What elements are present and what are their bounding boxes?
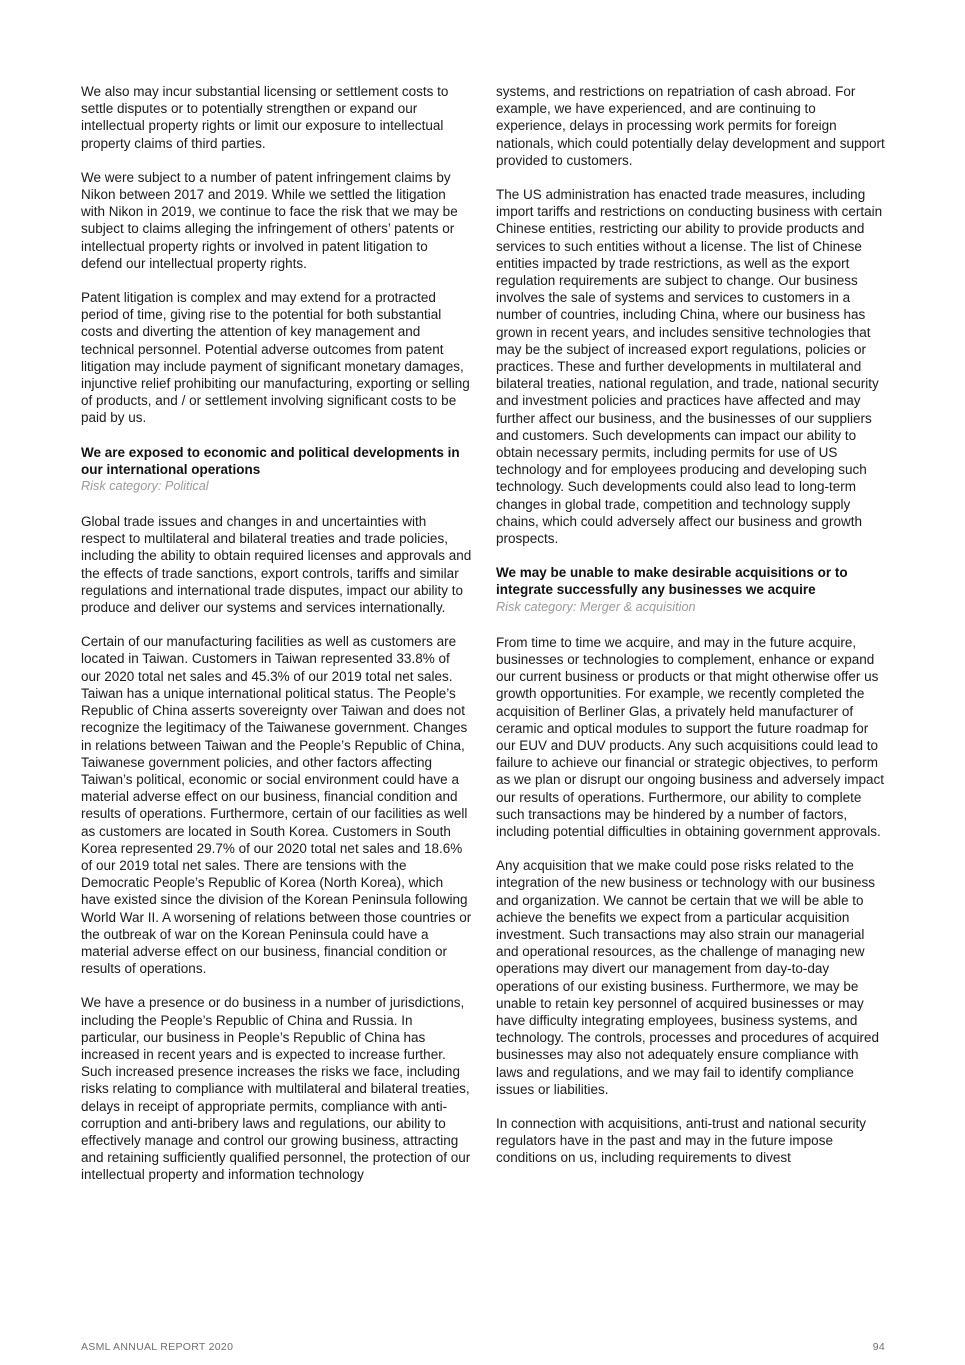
paragraph-taiwan-korea: Certain of our manufacturing facilities as well as customers are located in Taiwan. Customers in Taiwan represented 33.8% of our 2020 total net sales and 45.3% of our 2019 total net sales. Taiwan has a unique international political status. The People’s Republic of China asserts sovereignty over Taiwan and does not recognize the legitimacy of the Taiwanese government. Changes in relations between Taiwan and the People’s Republic of China, Taiwanese government policies, and other factors affecting Taiwan’s political, economic or social environment could have a material adverse effect on our business, financial condition and results of operations. Furthermore, certain of our facilities as well as customers are located in South Korea. Customers in South Korea represented 29.7% of our 2020 total net sales and 18.6% of our 2019 total net sales. There are tensions with the Democratic People’s Republic of Korea (North Korea), which have existed since the division of the Korean Peninsula following World War II. A worsening of relations between those countries or the outbreak of war on the Korean Peninsula could have a material adverse effect on our business, financial condition or results of operations. <box>81 634 472 977</box>
paragraph-acquisition-strategy: From time to time we acquire, and may in the future acquire, businesses or technologies to complement, enhance or expand our current business or products or that might otherwise offer us growth opportunities. For example, we recently completed the acquisition of Berliner Glas, a privately held manufacturer of ceramic and optical modules to support the future roadmap for our EUV and DUV products. Any such acquisitions could lead to failure to achieve our financial or strategic objectives, to perform as we plan or disrupt our ongoing business and adversely impact our results of operations. Furthermore, our ability to complete such transactions may be hindered by a number of factors, including potential difficulties in obtaining government approvals. <box>496 634 884 839</box>
risk-category-label: Risk category: Merger & acquisition <box>496 599 696 614</box>
paragraph-licensing-costs: We also may incur substantial licensing or settlement costs to settle disputes or to potentially strengthen or expand our intellectual property rights or limit our exposure to intellectual property claims of third parties. <box>81 84 449 151</box>
footer-report-title: ASML ANNUAL REPORT 2020 <box>81 1341 234 1353</box>
left-column <box>81 83 472 1201</box>
paragraph-china-russia-presence: We have a presence or do business in a number of jurisdictions, including the People’s Republic of China and Russia. In particular, our business in People’s Republic of China has increased in recent years and is expected to increase further. Such increased presence increases the risks we face, including risks relating to compliance with multilateral and bilateral treaties, delays in receipt of appropriate permits, compliance with anti-corruption and anti-bribery laws and regulations, our ability to effectively manage and control our growing business, attracting and retaining sufficiently qualified personnel, the protection of our intellectual property and information technology <box>81 995 471 1183</box>
paragraph-patent-litigation: Patent litigation is complex and may extend for a protracted period of time, giving rise to the potential for both substantial costs and diverting the attention of key management and technical personnel. Potential adverse outcomes from patent litigation may include payment of significant monetary damages, injunctive relief prohibiting our manufacturing, exporting or selling of products, and / or settlement involving significant costs to be paid by us. <box>81 290 470 426</box>
right-column <box>496 83 887 1201</box>
paragraph-global-trade: Global trade issues and changes in and uncertainties with respect to multilateral and bilateral treaties and trade policies, including the ability to obtain required licenses and approvals and the effects of trade sanctions, export controls, tariffs and similar regulations and international trade disputes, impact our ability to produce and deliver our systems and services internationally. <box>81 514 472 616</box>
risk-heading-political-developments: We are exposed to economic and political developments in our international operations <box>81 444 460 477</box>
paragraph-repatriation-continuation: systems, and restrictions on repatriation of cash abroad. For example, we have experienced, and are continuing to experience, delays in processing work permits for foreign nationals, which could potentially delay development and support provided to customers. <box>496 84 885 168</box>
page-footer <box>81 1341 885 1353</box>
risk-category-label: Risk category: Political <box>81 479 209 494</box>
footer-page-number: 94 <box>872 1341 885 1353</box>
risk-heading-acquisitions: We may be unable to make desirable acquisitions or to integrate successfully any businesses we acquire <box>496 565 848 598</box>
paragraph-nikon-claims: We were subject to a number of patent infringement claims by Nikon between 2017 and 2019. While we settled the litigation with Nikon in 2019, we continue to face the risk that we may be subject to claims alleging the infringement of others’ patents or intellectual property rights or involved in patent litigation to defend our intellectual property rights. <box>81 169 458 271</box>
page-content <box>81 83 887 1201</box>
paragraph-acquisition-integration: Any acquisition that we make could pose risks related to the integration of the new business or technology with our business and organization. We cannot be certain that we will be able to achieve the benefits we expect from a particular acquisition investment. Such transactions may also strain our managerial and operational resources, as the challenge of managing new operations may divert our management from day-to-day operations of our existing business. Furthermore, we may be unable to retain key personnel of acquired businesses or may have difficulty integrating employees, business systems, and technology. The controls, processes and procedures of acquired businesses may also not adequately ensure compliance with laws and regulations, and we may fail to identify compliance issues or liabilities. <box>496 858 879 1097</box>
paragraph-us-trade-measures: The US administration has enacted trade measures, including import tariffs and restrictions on conducting business with certain Chinese entities, restricting our ability to provide products and services to such entities without a license. The list of Chinese entities impacted by trade restrictions, as well as the export regulation requirements are subject to change. Our business involves the sale of systems and services to customers in a number of countries, including China, where our business has grown in recent years, and includes sensitive technologies that may be the subject of increased export regulations, policies or practices. These and further developments in multilateral and bilateral treaties, national regulation, and trade, national security and investment policies and practices have affected and may further affect our business, and the businesses of our suppliers and customers. Such developments can impact our ability to obtain necessary permits, including permits for use of US technology and for employees producing and developing such technology. Such developments could also lead to long-term changes in global trade, competition and technology supply chains, which could adversely affect our business and growth prospects. <box>496 187 883 547</box>
paragraph-antitrust-conditions: In connection with acquisitions, anti-trust and national security regulators have in the past and may in the future impose conditions on us, including requirements to divest <box>496 1115 866 1166</box>
